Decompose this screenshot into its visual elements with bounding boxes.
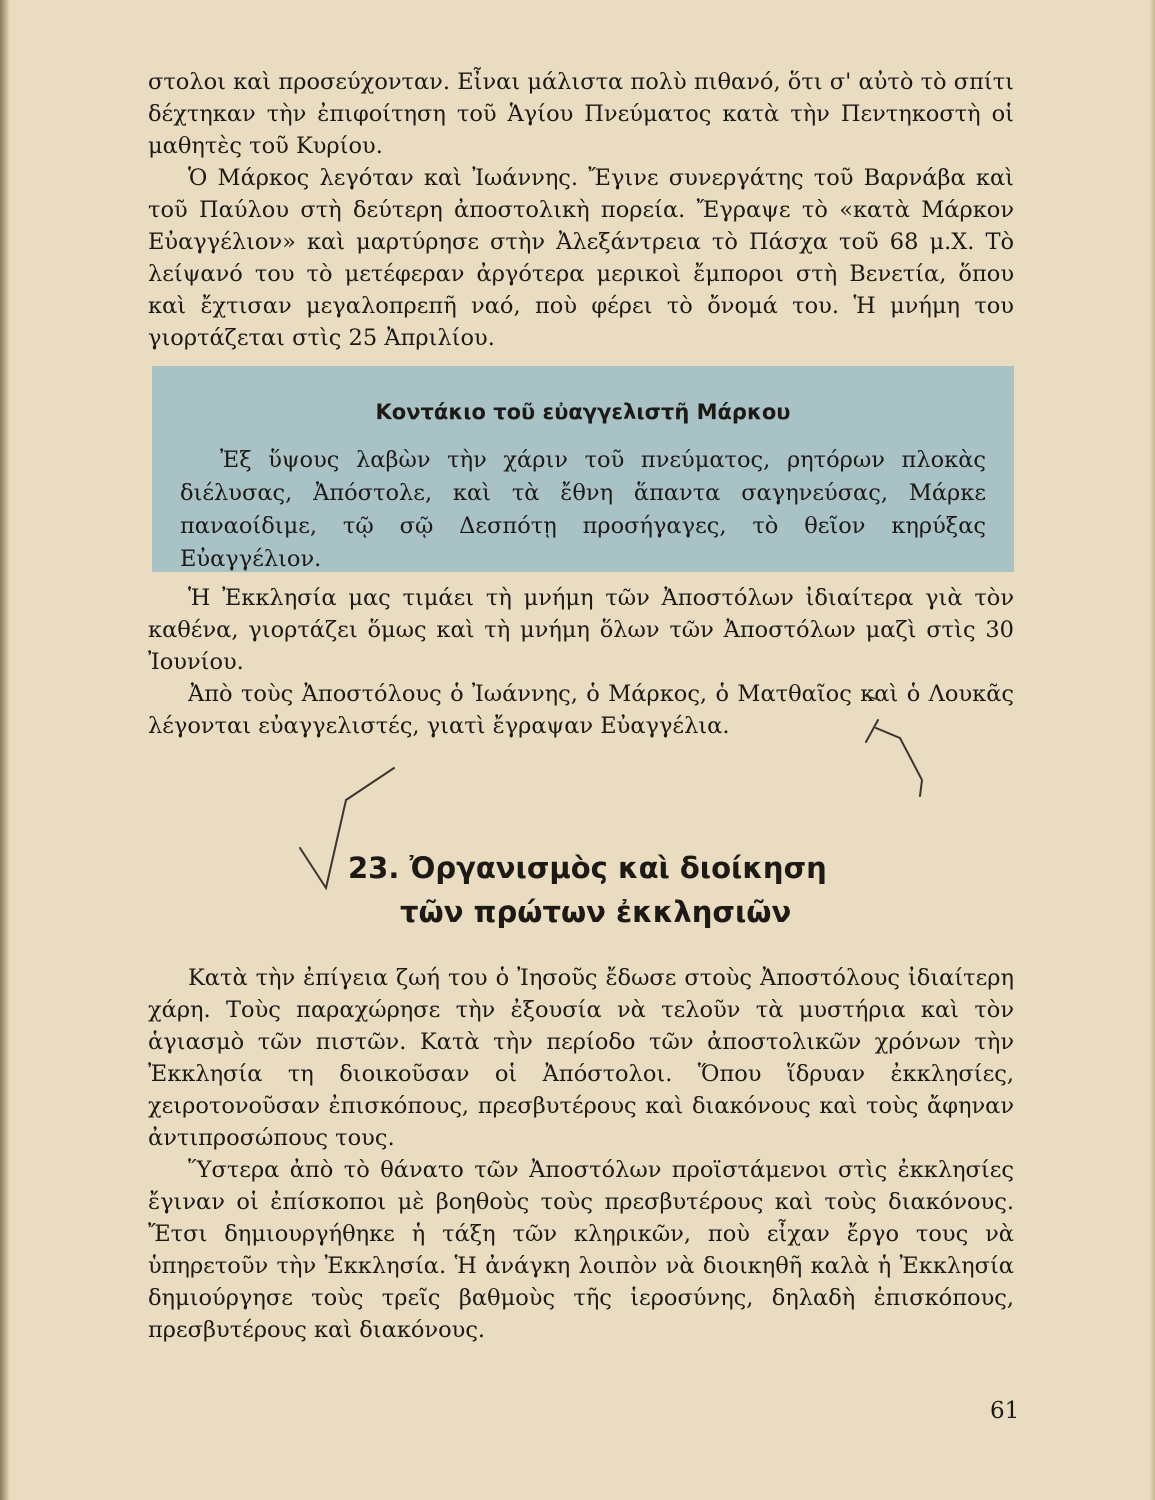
intro-paragraph-2: Ὁ Μάρκος λεγόταν καὶ Ἰωάννης. Ἔγινε συνεργάτης τοῦ Βαρνάβα καὶ τοῦ Παύλου στὴ δεύτερη ἀποστολικὴ πορεία. Ἔγραψε τὸ «κατὰ Μάρκον Εὐαγγέλιον» καὶ μαρτύρησε στὴν Ἀλεξάντρεια τὸ Πάσχα τοῦ 68 μ.Χ. Τὸ λείψανό του τὸ μετέφεραν ἀργότερα μερικοὶ ἔμποροι στὴ Βενετία, ὅπου καὶ ἔχτισαν μεγαλοπρεπῆ ναό, ποὺ φέρει τὸ ὄνομά του. Ἡ μνήμη του γιορτάζεται στὶς 25 Ἀπριλίου. [148, 165, 1014, 351]
section-title-line-2: τῶν πρώτων ἐκκλησιῶν [400, 895, 792, 929]
section-title-line-1: Ὀργανισμὸς καὶ διοίκηση [409, 851, 827, 885]
page-binding-shadow [0, 0, 10, 1500]
intro-section [148, 66, 1014, 354]
intro-paragraph-1: στολοι καὶ προσεύχονταν. Εἶναι μάλιστα πολὺ πιθανό, ὅτι σ' αὐτὸ τὸ σπίτι δέχτηκαν τὴν ἐπιφοίτηση τοῦ Ἁγίου Πνεύματος κατὰ τὴν Πεντηκοστὴ οἱ μαθητὲς τοῦ Κυρίου. [148, 69, 1014, 159]
closing-section [148, 582, 1014, 742]
kontakio-text: Ἐξ ὕψους λαβὼν τὴν χάριν τοῦ πνεύματος, ρητόρων πλοκὰς διέλυσας, Ἀπόστολε, καὶ τὰ ἔθνη ἅπαντα σαγηνεύσας, Μάρκε παναοίδιμε, τῷ σῷ Δεσπότῃ προσήγαγες, τὸ θεῖον κηρύξας Εὐαγγέλιον. [180, 447, 986, 572]
kontakio-title: Κοντάκιο τοῦ εὐαγγελιστῆ Μάρκου [375, 400, 791, 424]
body-paragraph-1: Κατὰ τὴν ἐπίγεια ζωή του ὁ Ἰησοῦς ἔδωσε στοὺς Ἀποστόλους ἰδιαίτερη χάρη. Τοὺς παραχώρησε τὴν ἐξουσία νὰ τελοῦν τὰ μυστήρια καὶ τὸν ἁγιασμὸ τῶν πιστῶν. Κατὰ τὴν περίοδο τῶν ἀποστολικῶν χρόνων τὴν Ἐκκλησία τη διοικοῦσαν οἱ Ἀπόστολοι. Ὅπου ἵδρυαν ἐκκλησίες, χειροτονοῦσαν ἐπισκόπους, πρεσβυτέρους καὶ διακόνους καὶ τοὺς ἄφηναν ἀντιπροσώπους τους. [148, 965, 1014, 1151]
body-section [148, 962, 1014, 1346]
closing-paragraph-1: Ἡ Ἐκκλησία μας τιμάει τὴ μνήμη τῶν Ἀποστόλων ἰδιαίτερα γιὰ τὸν καθένα, γιορτάζει ὅμως καὶ τὴ μνήμη ὅλων τῶν Ἀποστόλων μαζὶ στὶς 30 Ἰουνίου. [148, 585, 1014, 675]
section-heading [348, 846, 908, 934]
page-number: 61 [990, 1398, 1020, 1424]
body-paragraph-2: Ὕστερα ἀπὸ τὸ θάνατο τῶν Ἀποστόλων προϊστάμενοι στὶς ἐκκλησίες ἔγιναν οἱ ἐπίσκοποι μὲ βοηθοὺς τοὺς πρεσβυτέρους καὶ τοὺς διακόνους. Ἔτσι δημιουργήθηκε ἡ τάξη τῶν κληρικῶν, ποὺ εἶχαν ἔργο τους νὰ ὑπηρετοῦν τὴν Ἐκκλησία. Ἡ ἀνάγκη λοιπὸν νὰ διοικηθῆ καλὰ ἡ Ἐκκλησία δημιούργησε τοὺς τρεῖς βαθμοὺς τῆς ἱεροσύνης, δηλαδὴ ἐπισκόπους, πρεσβυτέρους καὶ διακόνους. [148, 1157, 1014, 1343]
page-right-edge [1149, 0, 1155, 1500]
section-number: 23. [348, 851, 400, 885]
closing-paragraph-2: Ἀπὸ τοὺς Ἀποστόλους ὁ Ἰωάννης, ὁ Μάρκος, ὁ Ματθαῖος καὶ ὁ Λουκᾶς λέγονται εὐαγγελιστές, γιατὶ ἔγραψαν Εὐαγγέλια. [148, 681, 1014, 739]
kontakio-box [152, 366, 1014, 572]
